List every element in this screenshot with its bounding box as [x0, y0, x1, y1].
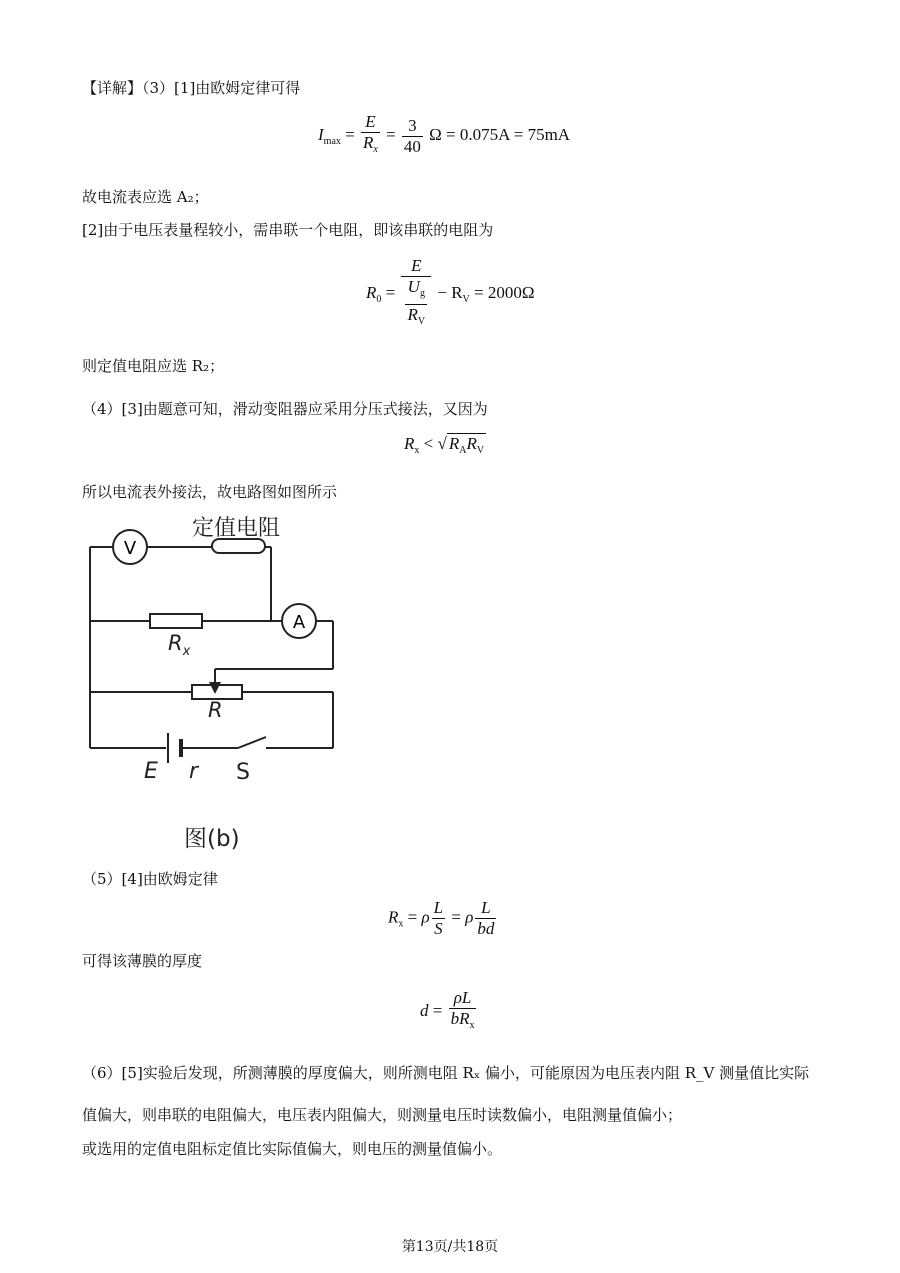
eq2-minus: − R [437, 282, 463, 302]
fixed-resistor-label: 定值电阻 [192, 516, 281, 541]
paragraph-heading: 【详解】（3）[1]由欧姆定律可得 [82, 79, 301, 97]
eq1-numerator: 3 [402, 116, 423, 137]
eq1-result: Ω = 0.075A = 75mA [429, 124, 571, 144]
equation-imax: $I_{max}$ = $\frac{E}{R_x}$ = $\frac{3}{40}$ Ω = 0.075A = 75mA [318, 112, 571, 156]
figure-caption: 图(b) [184, 826, 240, 852]
rx-label: $R_x$ [168, 631, 191, 659]
equation-d: d = $\frac{\rho L}{bR_x}$ [420, 988, 475, 1031]
equation-condition: $R_x$ < √ $R_AR_V$ [404, 434, 485, 456]
equation-r0: $R_0$ = $\frac{E}{\frac{U_g}{R_V}}$ − $R_V = 2000\Omega$ [366, 256, 535, 327]
paragraph-analysis-1: （6）[5]实验后发现，所测薄膜的厚度偏大，则所测电阻 Rₓ 偏小，可能原因为电压表内阻 R_V 测量值比实际 [82, 1064, 810, 1082]
paragraph-r2: 则定值电阻应选 R₂； [82, 357, 225, 375]
ammeter-label: A [292, 612, 306, 633]
paragraph-analysis-2: 值偏大，则串联的电阻偏大，电压表内阻偏大，则测量电压时读数偏小，电阻测量值偏小； [82, 1106, 683, 1124]
eq2-value: = 2000Ω [469, 282, 535, 302]
rx-resistor-symbol [150, 614, 202, 628]
equation-rx: $R_x = \rho$ $\frac{L}{S}$ = ρ $\frac{L}{bd}$ [388, 898, 495, 938]
paragraph-external: 所以电流表外接法，故电路图如图所示 [82, 483, 338, 501]
switch-label: S [236, 760, 250, 785]
ammeter-symbol [282, 604, 316, 638]
paragraph-analysis-3: 或选用的定值电阻标定值比实际值偏大，则电压的测量值偏小。 [82, 1140, 503, 1158]
paragraph-thickness: 可得该薄膜的厚度 [82, 952, 203, 970]
paragraph-series: [2]由于电压表量程较小，需串联一个电阻，即该串联的电阻为 [82, 221, 494, 239]
internal-resistance-label: r [189, 759, 199, 784]
paragraph-divider: （4）[3]由题意可知，滑动变阻器应采用分压式接法，又因为 [82, 400, 488, 418]
voltmeter-symbol [113, 530, 147, 564]
emf-label: E [144, 759, 158, 784]
rheostat-label: R [208, 698, 223, 722]
page-footer: 第13页/共18页 [401, 1239, 499, 1255]
paragraph-ohm: （5）[4]由欧姆定律 [82, 870, 218, 888]
voltmeter-label: V [123, 538, 137, 559]
paragraph-ammeter: 故电流表应选 A₂； [82, 188, 209, 206]
eq1-denominator: 40 [403, 136, 421, 156]
fixed-resistor-symbol [212, 539, 265, 553]
circuit-diagram [80, 505, 360, 855]
